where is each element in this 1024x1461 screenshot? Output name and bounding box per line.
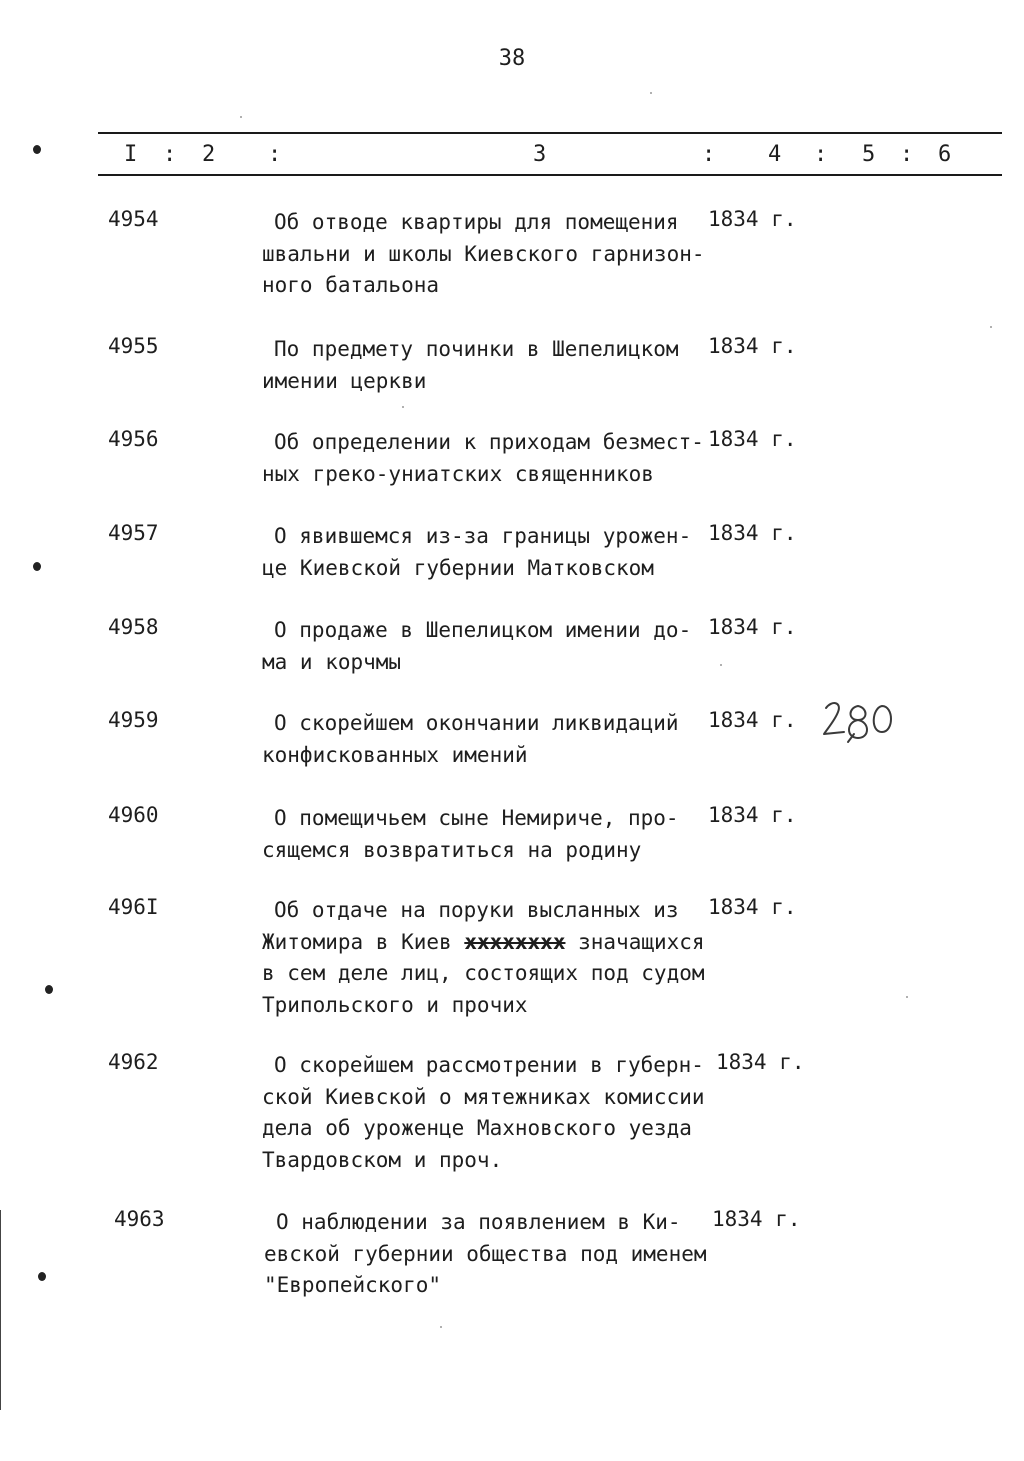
scan-speck [906, 996, 908, 998]
case-title-fragment: значащихся [578, 929, 705, 954]
case-title [262, 615, 712, 678]
case-title-line: По предмету починки в Шепелицком [274, 337, 679, 361]
column-header-5: 5 [862, 142, 876, 167]
case-title-line: в сем деле лиц, состоящих под судом [262, 961, 705, 985]
case-title-line: Трипольского и прочих [262, 992, 528, 1017]
case-title [262, 334, 712, 397]
case-number: 4959 [108, 708, 159, 732]
case-number: 4962 [108, 1050, 159, 1074]
case-title [262, 207, 712, 302]
page-number: 38 [498, 46, 526, 71]
case-title-line: имении церкви [262, 368, 427, 393]
case-date: 1834 г. [716, 1050, 805, 1074]
case-title-line: Твардовском и проч. [262, 1147, 503, 1172]
case-title [262, 1050, 712, 1176]
scan-speck [402, 406, 404, 408]
case-number: 4957 [108, 521, 159, 545]
case-title-line: конфискованных имений [262, 742, 528, 767]
column-separator: : [814, 142, 828, 167]
case-title-line: дела об уроженце Махновского уезда [262, 1116, 692, 1140]
case-date: 1834 г. [708, 427, 797, 451]
column-separator: : [163, 142, 177, 167]
column-header-1: I [124, 142, 138, 167]
header-rule-bottom [98, 174, 1002, 176]
punch-hole [38, 1272, 46, 1281]
case-title-line: це Киевской губернии Матковском [262, 555, 654, 580]
case-title-line: швальни и школы Киевского гарнизон- [262, 241, 705, 266]
column-header-2: 2 [202, 142, 216, 167]
case-number: 4963 [114, 1207, 165, 1231]
scan-edge-line [0, 1210, 1, 1410]
case-title [262, 803, 712, 866]
case-title [262, 427, 712, 490]
case-number: 4955 [108, 334, 159, 358]
case-number: 4958 [108, 615, 159, 639]
case-date: 1834 г. [708, 615, 797, 639]
case-title-line: Об отводе квартиры для помещения [274, 210, 679, 234]
case-title-line-composite [262, 927, 712, 959]
punch-hole [45, 985, 53, 994]
scan-speck [650, 92, 652, 94]
scan-speck [720, 664, 722, 666]
column-header-4: 4 [768, 142, 782, 167]
column-separator: : [900, 142, 914, 167]
case-title [262, 521, 712, 584]
case-date: 1834 г. [708, 207, 797, 231]
case-title-line: сящемся возвратиться на родину [262, 837, 642, 862]
punch-hole [33, 562, 41, 571]
scan-speck [240, 116, 242, 118]
case-title-line: О наблюдении за появлением в Ки- [276, 1210, 681, 1234]
case-date: 1834 г. [708, 521, 797, 545]
struck-out-text: хххххххх [464, 929, 566, 954]
case-date: 1834 г. [708, 803, 797, 827]
case-number: 4960 [108, 803, 159, 827]
case-number: 4954 [108, 207, 159, 231]
case-title-line: О продаже в Шепелицком имении до- [274, 618, 692, 642]
case-title-line: евской губернии общества под именем [264, 1241, 707, 1266]
case-title-line: ской Киевской о мятежниках комиссии [262, 1084, 705, 1109]
case-title-line: Об отдаче на поруки высланных из [274, 898, 679, 922]
case-title-line: ного батальона [262, 273, 440, 297]
case-date: 1834 г. [708, 895, 797, 919]
case-title [262, 895, 712, 1021]
column-header-3: 3 [533, 142, 547, 167]
case-title [264, 1207, 714, 1302]
case-title-line: ма и корчмы [262, 649, 402, 674]
case-number: 496I [108, 895, 159, 919]
header-rule-top [98, 132, 1002, 134]
case-title-line: О явившемся из-за границы урожен- [274, 524, 692, 548]
case-title-line: О скорейшем рассмотрении в губерн- [274, 1053, 704, 1077]
column-header-6: 6 [938, 142, 952, 167]
case-title-line: ных греко-униатских священников [262, 461, 654, 486]
case-title-line: Об определении к приходам безмест- [274, 430, 704, 454]
case-title-line: "Европейского" [264, 1273, 442, 1297]
column-separator: : [702, 142, 716, 167]
case-date: 1834 г. [708, 334, 797, 358]
scan-speck [990, 326, 992, 328]
case-date: 1834 г. [712, 1207, 801, 1231]
case-title [262, 708, 712, 771]
scan-speck [440, 1326, 442, 1328]
handwritten-folio-number [818, 698, 898, 766]
case-title-line: О помещичьем сыне Немириче, про- [274, 806, 679, 830]
punch-hole [33, 145, 41, 154]
case-title-line: О скорейшем окончании ликвидаций [274, 711, 679, 735]
case-date: 1834 г. [708, 708, 797, 732]
case-title-fragment: Житомира в Киев [262, 929, 452, 954]
column-separator: : [268, 142, 282, 167]
case-number: 4956 [108, 427, 159, 451]
